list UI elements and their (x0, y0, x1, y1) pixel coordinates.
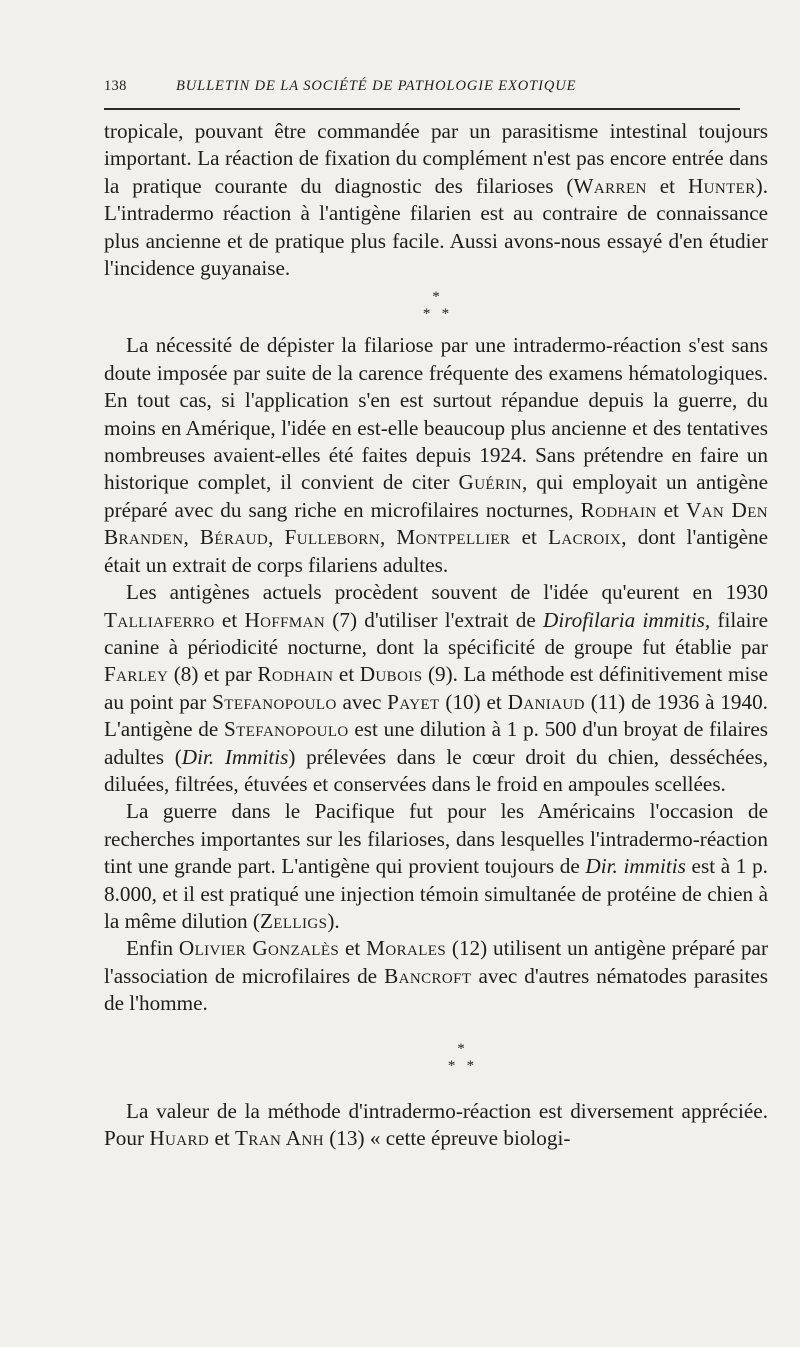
author-name: Daniaud (507, 689, 585, 714)
species-name: Dir. Immitis (181, 744, 289, 769)
author-name: Rodhain (257, 662, 334, 687)
article-body (104, 118, 768, 1152)
author-name: Tran Anh (235, 1126, 324, 1150)
author-name: Stefanopoulo (212, 689, 337, 714)
author-name: Huard (149, 1126, 210, 1150)
paragraph-4: La guerre dans le Pacifique fut pour les Américains l'occasion de recherches importantes sur les filarioses, dans lesquelles l'intradermo-réaction tint une grande part. L'antigène qui provient toujours de Dir. immitis est à 1 p. 8.000, et il est pratiqué une injection témoin simultanée de protéine de chien à la même dilution (Zelligs). (104, 799, 768, 933)
author-name: Zelligs (259, 908, 328, 933)
section-separator (154, 1040, 768, 1074)
asterisk: * (432, 289, 440, 306)
author-name: Fulleborn (284, 525, 380, 550)
running-header (104, 78, 740, 102)
author-name: Montpellier (396, 525, 511, 550)
author-name: Rodhain (580, 497, 657, 522)
author-name: Bancroft (384, 963, 472, 988)
paragraph-1: tropicale, pouvant être commandée par un parasitisme intestinal toujours important. La réaction de fixation du complément n'est pas encore entrée dans la pratique courante du diagnostic des filarioses (Warren et Hunter). L'intradermo réaction à l'antigène filarien est au contraire de connaissance plus ancienne et de pratique plus facile. Aussi avons-nous essayé d'en étudier l'incidence guyanaise. (104, 119, 768, 281)
author-name: Hoffman (244, 607, 326, 632)
author-name: Hunter (687, 173, 756, 198)
author-name: Guérin (458, 470, 523, 495)
asterisk-pair: * * (422, 306, 450, 323)
author-name: Stefanopoulo (224, 717, 349, 742)
author-name: Olivier Gonzalès (178, 936, 340, 961)
author-name: Van Den Branden (104, 497, 768, 550)
asterisk: * (457, 1040, 465, 1057)
author-name: Morales (366, 936, 447, 961)
header-rule (104, 108, 740, 110)
author-name: Dubois (359, 662, 423, 687)
author-name: Talliaferro (104, 607, 215, 632)
asterisk-pair: * * (447, 1057, 475, 1074)
section-separator (104, 288, 768, 322)
author-name: Béraud (199, 525, 269, 550)
species-name: Dir. immitis (585, 854, 686, 879)
journal-title: BULLETIN DE LA SOCIÉTÉ DE PATHOLOGIE EXOTIQUE (176, 78, 577, 94)
paragraph-3: Les antigènes actuels procèdent souvent de l'idée qu'eurent en 1930 Talliaferro et Hoffman (7) d'utiliser l'extrait de Dirofilaria immitis, filaire canine à périodicité nocturne, dont la spécificité de groupe fut établie par Farley (8) et par Rodhain et Dubois (9). La méthode est définitivement mise au point par Stefanopoulo avec Payet (10) et Daniaud (11) de 1936 à 1940. L'antigène de Stefanopoulo est une dilution à 1 p. 500 d'un broyat de filaires adultes (Dir. Immitis) prélevées dans le cœur droit du chien, desséchées, diluées, filtrées, étuvées et conservées dans le froid en ampoules scellées. (104, 580, 768, 796)
author-name: Lacroix (548, 525, 622, 550)
page-number: 138 (104, 78, 127, 94)
paragraph-6: La valeur de la méthode d'intradermo-réaction est diversement appréciée. Pour Huard et Tran Anh (13) « cette épreuve biologi- (104, 1098, 768, 1150)
species-name: Dirofilaria immitis (543, 607, 705, 632)
paragraph-5: Enfin Olivier Gonzalès et Morales (12) utilisent un antigène préparé par l'association de microfilaires de Bancroft avec d'autres nématodes parasites de l'homme. (104, 936, 769, 1016)
author-name: Payet (387, 689, 440, 714)
paragraph-2: La nécessité de dépister la filariose par une intradermo-réaction s'est sans doute imposée par suite de la carence fréquente des examens hématologiques. En tout cas, si l'application s'en est surtout répandue depuis la guerre, du moins en Amérique, l'idée en est-elle beaucoup plus ancienne et des tentatives nombreuses avaient-elles été faites depuis 1924. Sans prétendre en faire un historique complet, il convient de citer Guérin, qui employait un antigène préparé avec du sang riche en microfilaires nocturnes, Rodhain et Van Den Branden, Béraud, Fulleborn, Montpellier et Lacroix, dont l'antigène était un extrait de corps filariens adultes. (104, 333, 769, 577)
author-name: Warren (573, 173, 647, 198)
author-name: Farley (104, 662, 169, 687)
